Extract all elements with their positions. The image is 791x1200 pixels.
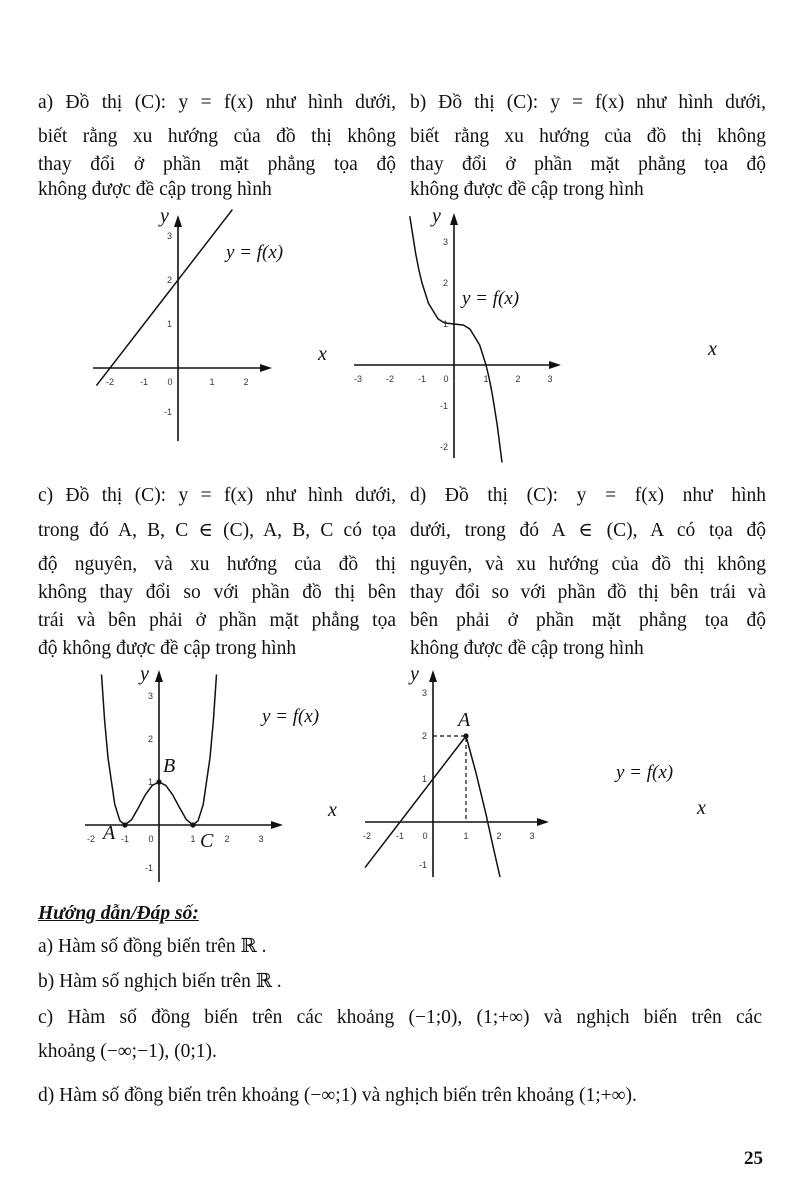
y-axis-arrow-icon	[174, 215, 182, 227]
x-tick-label: 2	[515, 374, 521, 384]
point-label-A: A	[458, 709, 471, 731]
x-tick-label: -2	[86, 834, 96, 844]
page-number: 25	[744, 1148, 763, 1169]
problem-d-line: d) Đồ thị (C): y = f(x) như hình	[410, 485, 766, 506]
y-axis-label: y	[160, 205, 169, 227]
y-axis-arrow-icon	[155, 670, 163, 682]
point-B	[156, 779, 161, 784]
problem-b-line: thay đổi ở phần mặt phẳng tọa độ	[410, 154, 766, 175]
point-C	[190, 822, 195, 827]
y-axis-arrow-icon	[450, 213, 458, 225]
y-tick-label: 3	[442, 237, 448, 247]
point-label-B: B	[163, 755, 176, 777]
graph-b	[354, 205, 717, 462]
problem-d-line: thay đổi so với phần đồ thị bên trái và	[410, 582, 766, 603]
x-tick-label: 2	[496, 831, 502, 841]
x-axis-arrow-icon	[271, 821, 283, 829]
function-curve	[96, 210, 232, 386]
x-tick-label: -2	[385, 374, 395, 384]
answer-c-line2: khoảng (−∞;−1), (0;1).	[38, 1041, 217, 1062]
answer-d: d) Hàm số đồng biến trên khoảng (−∞;1) và nghịch biến trên khoảng (1;+∞).	[38, 1085, 637, 1106]
problem-a-line: thay đổi ở phần mặt phẳng tọa độ	[38, 154, 396, 175]
y-axis-label: y	[140, 663, 149, 685]
answer-a: a) Hàm số đồng biến trên ℝ .	[38, 936, 267, 957]
x-tick-label: 0	[443, 374, 449, 384]
x-tick-label: -2	[105, 377, 115, 387]
problem-a-line: không được đề cập trong hình	[38, 179, 272, 200]
y-tick-label: -1	[163, 407, 172, 417]
y-tick-label: 1	[166, 319, 172, 329]
x-tick-label: 3	[547, 374, 553, 384]
x-axis-label: x	[328, 799, 337, 821]
x-axis-label: x	[318, 343, 327, 365]
y-tick-label: -1	[439, 401, 448, 411]
x-axis-label: x	[708, 338, 717, 360]
problem-b-line: b) Đồ thị (C): y = f(x) như hình dưới,	[410, 92, 766, 113]
x-tick-label: -1	[139, 377, 149, 387]
guide-dashed-line	[433, 736, 466, 822]
x-tick-label: 0	[148, 834, 154, 844]
y-tick-label: 2	[166, 275, 172, 285]
graph-a	[93, 205, 327, 441]
point-A	[463, 733, 468, 738]
answer-b: b) Hàm số nghịch biến trên ℝ .	[38, 971, 282, 992]
problem-d-line: bên phải ở phần mặt phẳng tọa độ	[410, 610, 766, 631]
y-tick-label: -1	[144, 863, 153, 873]
problem-d-line: không được đề cập trong hình	[410, 638, 644, 659]
problem-c-line: trái và bên phải ở phần mặt phẳng tọa	[38, 610, 396, 631]
x-axis-label: x	[697, 797, 706, 819]
x-tick-label: 1	[483, 374, 489, 384]
curve-label: y = f(x)	[226, 242, 284, 263]
y-tick-label: 1	[442, 319, 448, 329]
x-tick-label: 0	[167, 377, 173, 387]
x-tick-label: 2	[243, 377, 249, 387]
y-axis-label: y	[410, 663, 419, 685]
x-tick-label: -1	[120, 834, 130, 844]
x-tick-label: -2	[362, 831, 372, 841]
x-tick-label: -1	[395, 831, 405, 841]
y-axis-arrow-icon	[429, 670, 437, 682]
x-tick-label: 1	[209, 377, 215, 387]
problem-c-line: độ không được đề cập trong hình	[38, 638, 297, 659]
point-A	[122, 822, 127, 827]
x-tick-label: 3	[529, 831, 535, 841]
x-tick-label: 2	[224, 834, 230, 844]
x-axis-arrow-icon	[537, 818, 549, 826]
problem-c-line: không thay đổi so với phần đồ thị bên	[38, 582, 396, 603]
y-tick-label: 2	[442, 278, 448, 288]
x-axis-arrow-icon	[260, 364, 272, 372]
problem-a-line: biết rằng xu hướng của đồ thị không	[38, 126, 396, 147]
x-tick-label: 1	[190, 834, 196, 844]
graph-d	[363, 663, 706, 877]
answer-heading: Hướng dẫn/Đáp số:	[38, 903, 199, 924]
curve-label: y = f(x)	[462, 288, 520, 309]
function-curve	[410, 216, 502, 462]
problem-d-line: nguyên, và xu hướng của đồ thị không	[410, 554, 766, 575]
y-axis-label: y	[432, 205, 441, 227]
problem-c-line: trong đó A, B, C ∈ (C), A, B, C có tọa	[38, 520, 396, 541]
y-tick-label: 3	[147, 691, 153, 701]
x-axis-arrow-icon	[549, 361, 561, 369]
y-tick-label: 1	[421, 774, 427, 784]
y-tick-label: 1	[147, 777, 153, 787]
y-tick-label: -1	[418, 860, 427, 870]
curve-label: y = f(x)	[616, 762, 674, 783]
x-tick-label: 0	[422, 831, 428, 841]
point-label-C: C	[200, 830, 214, 852]
y-tick-label: 2	[421, 731, 427, 741]
problem-c-line: c) Đồ thị (C): y = f(x) như hình dưới,	[38, 485, 396, 506]
problem-b-line: không được đề cập trong hình	[410, 179, 644, 200]
y-tick-label: 2	[147, 734, 153, 744]
problem-a-line: a) Đồ thị (C): y = f(x) như hình dưới,	[38, 92, 396, 113]
problem-d-line: dưới, trong đó A ∈ (C), A có tọa độ	[410, 520, 766, 541]
point-label-A: A	[103, 822, 116, 844]
x-tick-label: 3	[258, 834, 264, 844]
answer-c-line1: c) Hàm số đồng biến trên các khoảng (−1;0), (1;+∞) và nghịch biến trên các	[38, 1007, 762, 1028]
curve-label: y = f(x)	[262, 706, 320, 727]
y-tick-label: 3	[421, 688, 427, 698]
x-tick-label: -3	[353, 374, 363, 384]
problem-b-line: biết rằng xu hướng của đồ thị không	[410, 126, 766, 147]
x-tick-label: -1	[417, 374, 427, 384]
graph-c	[85, 663, 337, 882]
x-tick-label: 1	[463, 831, 469, 841]
y-tick-label: -2	[439, 442, 448, 452]
problem-c-line: độ nguyên, và xu hướng của đồ thị	[38, 554, 396, 575]
y-tick-label: 3	[166, 231, 172, 241]
